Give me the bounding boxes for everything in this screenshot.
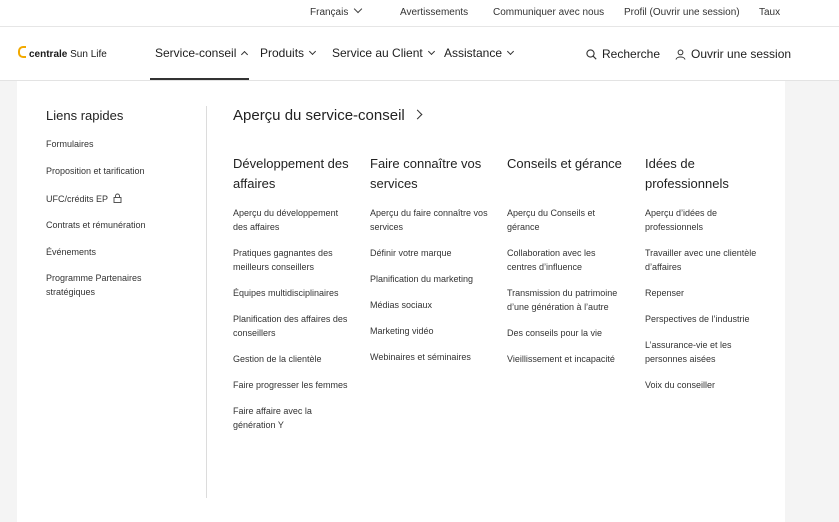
login-label: Ouvrir une session [691,47,792,61]
chevron-down-icon [354,5,362,13]
menu-link[interactable]: Équipes multidisciplinaires [233,288,339,298]
quick-link-ufc[interactable] [46,192,186,206]
nav-label: Assistance [444,46,503,60]
contact-link[interactable]: Communiquer avec nous [493,7,605,18]
quick-link-formulaires[interactable]: Formulaires [46,139,94,149]
menu-link[interactable]: Voix du conseiller [645,380,716,390]
search-icon [586,49,597,60]
chevron-right-icon [412,110,422,120]
nav-label: Produits [260,46,305,60]
menu-column-conseils-gerance [507,154,627,378]
column-title: Développement des affaires [233,156,349,191]
utility-bar [0,0,839,27]
menu-link[interactable]: Aperçu d’idées de professionnels [645,208,718,232]
quick-link-evenements[interactable]: Événements [46,247,97,257]
menu-link[interactable]: Perspectives de l’industrie [645,314,750,324]
nav-label: Service-conseil [155,46,237,60]
nav-label: Service au Client [332,46,423,60]
column-title: Faire connaître vos services [370,156,482,191]
quick-link-ufc-label: UFC/crédits EP [46,194,109,204]
menu-link[interactable]: Repenser [645,288,685,298]
menu-link[interactable]: Collaboration avec les centres d’influence [507,248,596,272]
search-label: Recherche [602,47,661,61]
menu-link[interactable]: Transmission du patrimoine d’une génération à l’autre [507,288,618,312]
profile-link[interactable]: Profil (Ouvrir une session) [624,7,740,18]
menu-link[interactable]: Aperçu du Conseils et gérance [507,208,596,232]
mega-menu-panel [17,81,785,522]
logo-mark-icon [18,46,26,58]
menu-link[interactable]: Travailler avec une clientèle d’affaires [645,248,757,272]
logo-bold-text: centrale [29,49,68,60]
column-title: Conseils et gérance [507,156,622,171]
vertical-divider [206,106,207,498]
active-nav-indicator [150,78,249,80]
menu-column-developpement [233,154,353,444]
lock-icon [113,193,122,203]
quick-links-title: Liens rapides [46,108,124,123]
language-selector[interactable] [310,7,361,18]
logo-rest-text: Sun Life [70,49,107,60]
quick-link-proposition[interactable]: Proposition et tarification [46,166,145,176]
menu-link[interactable]: Médias sociaux [370,300,433,310]
chevron-down-icon [428,48,435,55]
menu-link[interactable]: Marketing vidéo [370,326,434,336]
chevron-down-icon [309,48,316,55]
overview-link[interactable] [233,107,421,124]
menu-link[interactable]: Faire affaire avec la génération Y [233,406,312,430]
menu-link[interactable]: Vieillissement et incapacité [507,354,615,364]
menu-link[interactable]: Planification des affaires des conseillers [233,314,348,338]
nav-service-conseil[interactable] [155,46,247,60]
menu-link[interactable]: Aperçu du faire connaître vos services [370,208,488,232]
menu-column-faire-connaitre [370,154,490,376]
login-button[interactable] [675,47,791,61]
logo[interactable] [18,46,107,60]
menu-link[interactable]: L’assurance-vie et les personnes aisées [645,340,732,364]
nav-produits[interactable] [260,46,315,60]
quick-link-contrats[interactable]: Contrats et rémunération [46,220,146,230]
overview-label: Aperçu du service-conseil [233,107,405,124]
chevron-up-icon [241,51,248,58]
menu-link[interactable]: Définir votre marque [370,248,452,258]
warnings-link[interactable]: Avertissements [400,7,469,18]
user-icon [675,49,686,60]
chevron-down-icon [507,48,514,55]
main-header [0,27,839,81]
menu-link[interactable]: Planification du marketing [370,274,474,284]
nav-service-client[interactable] [332,46,434,60]
menu-link[interactable]: Webinaires et séminaires [370,352,471,362]
column-title: Idées de professionnels [645,156,729,191]
language-label: Français [310,7,349,18]
rates-link[interactable]: Taux [759,7,781,18]
menu-column-idees [645,154,765,404]
menu-link[interactable]: Des conseils pour la vie [507,328,603,338]
search-button[interactable] [586,47,660,61]
nav-assistance[interactable] [444,46,513,60]
quick-link-partenaires[interactable]: Programme Partenaires stratégiques [46,273,142,297]
menu-link[interactable]: Aperçu du développement des affaires [233,208,339,232]
menu-link[interactable]: Pratiques gagnantes des meilleurs conseillers [233,248,333,272]
menu-link[interactable]: Gestion de la clientèle [233,354,322,364]
menu-link[interactable]: Faire progresser les femmes [233,380,348,390]
